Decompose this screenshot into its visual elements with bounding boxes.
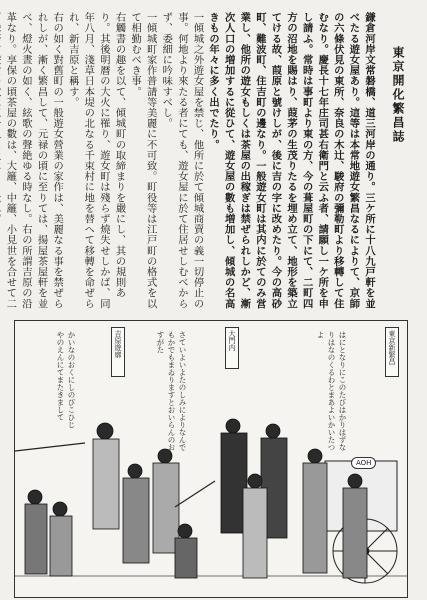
paragraph-2: 一傾城之外遊女屋を禁じ、他所に於て傾城商賣の義一切停止の事。何地より來たる者にても、遊女屋に於て住居せしむべからず、委細に吟味すべし。 xyxy=(160,12,204,309)
caption-box-1: 東京新繁昌 xyxy=(385,327,399,377)
illustration-note-3: かいなのおくにしのびこひじやのえんにてまたきまして xyxy=(56,331,76,429)
paragraph-3: 一傾城町家作普請等美麗に不可致。町役等は江戸町の格式を以て相勤むべき事。 xyxy=(129,12,157,309)
illustration-note-2: さていよいよたのしみによりなんでもかでもまゐりますとおいらんのおすがた xyxy=(156,331,187,451)
caption-box-2: 大門内 xyxy=(225,327,239,369)
illustration-note-1: はにとなりにこのたびはかりはずなりはなのくるわとまあよいかいたつよ xyxy=(316,331,347,451)
caption-box-3: 吉原遊廓 xyxy=(111,327,125,377)
paragraph-5: 右の如く對舊町の一般遊女營業の家作は、美麗なる事を禁ぜられしが、漸く繁昌して、元禄の頃に至りては、揚屋茶屋軒を並べ、燈火晝の如く、絃歌の聲絶ゆる時なし。右の所謂吉原の沿革なり。享保の頃茶屋の數は、大籬、中籬、小見世を合せて二 xyxy=(4,12,64,309)
paragraph-1: 鎌倉河岸文常磐橋、道三河岸の通り。三ケ所に十八九戸軒を並べたる遊女屋あり。這等は本常地遊女繁昌なるによりて、京師の六條伏見の東所、奈良の木辻、駿府の彌勒町より移轉して住むなり。慶長十七年庄司甚右衛門と云ふ者、請願し一ケ所を申し請ふ。常時は事町より東の方、今の葺屋町の下にて、二町四方の沼地を賜はり、葭茅の生茂りたるを埋め立て、地形を築立てける故、葭原と號けしが、後に吉の字に改めたり。今の高砂町、難波町、住吉町の邊なり。一般遊女町は其内に於てのみ営業し、他所の遊女もしくは茶屋の出稼ぎは禁ぜられしかど、漸次人口の増加するに從ひて、遊女屋の數も増加し、傾城の名高きもの年々に多く出でたり。 xyxy=(207,12,375,309)
paragraph-4: 右觸書の趣を以て、傾城町の取締まりを嚴にし、其の規則あり。其後明暦の大火に罹り、遊女町は殘らず燒失せしかば、同年八月、淺草日本堤の北なる千束村に地を替へて移轉を命ぜられ、新吉原と稱す。 xyxy=(66,12,126,309)
carriage-sign: AOH xyxy=(351,457,376,469)
page xyxy=(6,6,415,594)
page-title: 東京開化繁昌誌 xyxy=(391,46,405,144)
body-text xyxy=(4,12,376,318)
illustration xyxy=(14,320,408,598)
